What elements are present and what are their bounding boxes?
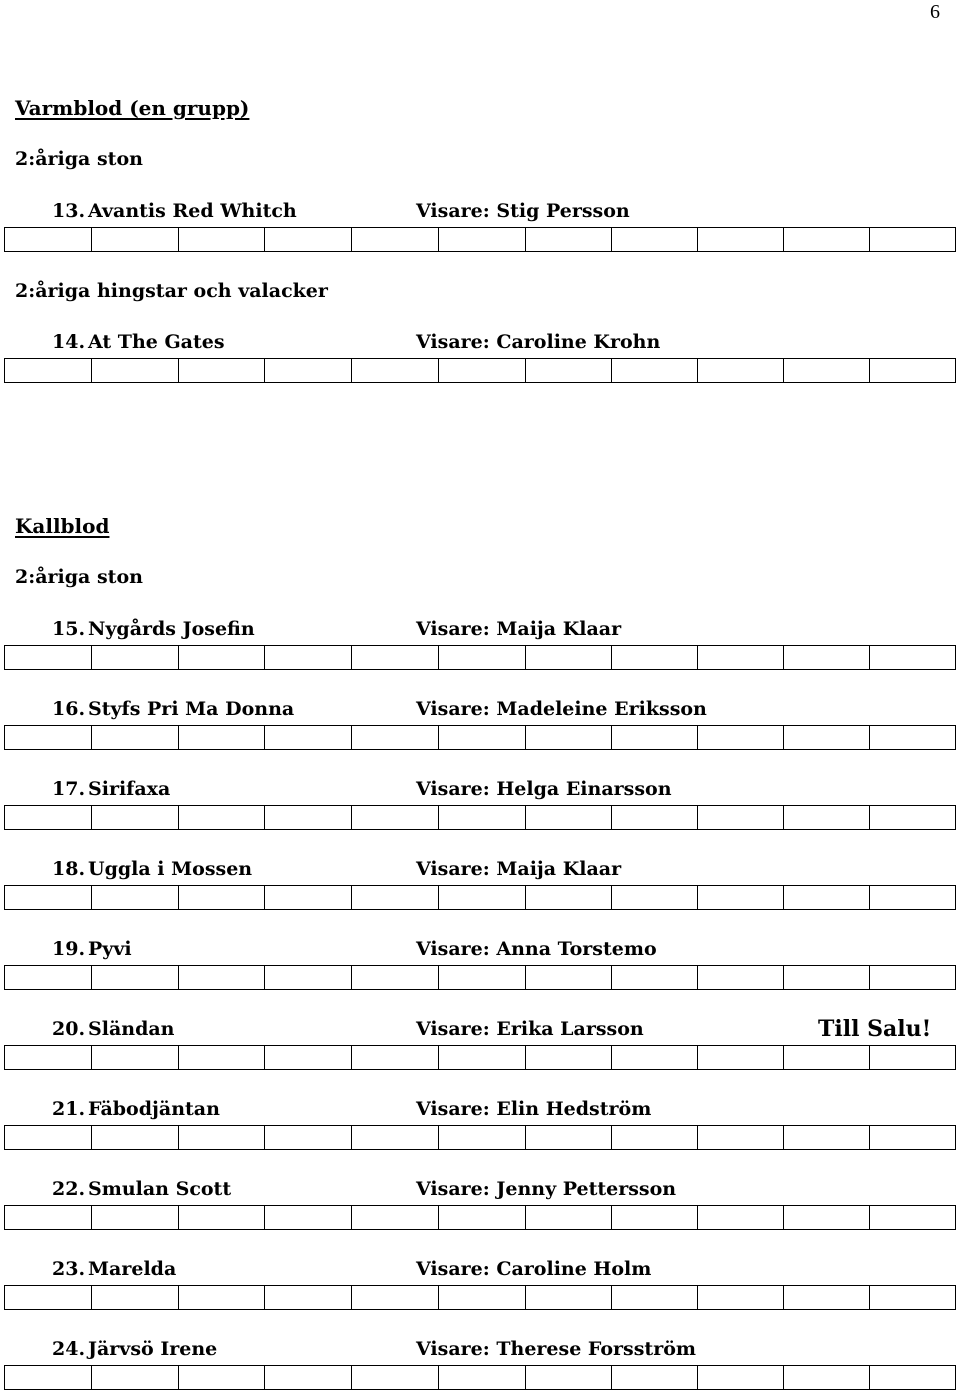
score-cell[interactable] [439, 1046, 526, 1069]
entry-number: 18. [52, 858, 86, 880]
score-cell[interactable] [5, 1206, 92, 1229]
score-cell[interactable] [439, 1286, 526, 1309]
entry-number: 13. [52, 200, 86, 222]
score-cell[interactable] [698, 359, 785, 382]
score-row [4, 885, 956, 910]
score-cell[interactable] [439, 359, 526, 382]
score-cell[interactable] [5, 646, 92, 669]
entry-number: 19. [52, 938, 86, 960]
score-cell[interactable] [352, 1126, 439, 1149]
handler: Visare: Jenny Pettersson [416, 1178, 677, 1200]
score-row [4, 645, 956, 670]
entry-7 [52, 1178, 231, 1200]
entry-number: 20. [52, 1018, 86, 1040]
score-cell[interactable] [179, 1126, 266, 1149]
horse-name: Smulan Scott [88, 1178, 232, 1200]
score-cell[interactable] [179, 1286, 266, 1309]
score-cell[interactable] [439, 886, 526, 909]
score-cell[interactable] [439, 1126, 526, 1149]
score-cell[interactable] [526, 228, 612, 251]
score-row [4, 965, 956, 990]
score-cell[interactable] [352, 359, 439, 382]
score-cell[interactable] [612, 726, 698, 749]
entry-number: 15. [52, 618, 86, 640]
score-cell[interactable] [870, 1366, 955, 1389]
score-cell[interactable] [784, 726, 870, 749]
entry-number: 21. [52, 1098, 86, 1120]
horse-name: Sländan [88, 1018, 175, 1040]
entry-5 [52, 1018, 174, 1040]
score-cell[interactable] [698, 1286, 785, 1309]
score-cell[interactable] [870, 1126, 955, 1149]
score-cell[interactable] [526, 359, 612, 382]
score-cell[interactable] [612, 228, 698, 251]
score-cell[interactable] [698, 228, 785, 251]
handler: Visare: Anna Torstemo [416, 938, 657, 960]
score-cell[interactable] [265, 228, 352, 251]
score-cell[interactable] [439, 1366, 526, 1389]
score-cell[interactable] [698, 646, 785, 669]
handler: Visare: Elin Hedström [416, 1098, 652, 1120]
horse-name: Avantis Red Whitch [88, 200, 297, 222]
entry-0 [52, 618, 255, 640]
horse-name: At The Gates [88, 331, 225, 353]
score-cell[interactable] [92, 1046, 179, 1069]
score-cell[interactable] [5, 1046, 92, 1069]
horse-name: Marelda [88, 1258, 177, 1280]
handler: Visare: Helga Einarsson [416, 778, 672, 800]
score-cell[interactable] [265, 1366, 352, 1389]
score-cell[interactable] [870, 966, 955, 989]
score-cell[interactable] [5, 1366, 92, 1389]
horse-name: Fäbodjäntan [88, 1098, 220, 1120]
score-cell[interactable] [870, 228, 955, 251]
score-cell[interactable] [870, 646, 955, 669]
entry-8 [52, 1258, 176, 1280]
score-cell[interactable] [352, 1206, 439, 1229]
score-cell[interactable] [5, 359, 92, 382]
score-cell[interactable] [612, 359, 698, 382]
section-title-kallblod: Kallblod [15, 514, 110, 538]
score-row [4, 805, 956, 830]
score-row [4, 227, 956, 252]
score-cell[interactable] [92, 886, 179, 909]
score-cell[interactable] [698, 1366, 785, 1389]
score-cell[interactable] [612, 1126, 698, 1149]
score-cell[interactable] [439, 966, 526, 989]
score-cell[interactable] [179, 646, 266, 669]
score-cell[interactable] [179, 726, 266, 749]
score-cell[interactable] [784, 359, 870, 382]
score-cell[interactable] [5, 726, 92, 749]
handler: Visare: Caroline Holm [416, 1258, 652, 1280]
score-cell[interactable] [784, 806, 870, 829]
score-cell[interactable] [5, 886, 92, 909]
score-cell[interactable] [784, 1126, 870, 1149]
score-cell[interactable] [698, 726, 785, 749]
score-cell[interactable] [870, 1286, 955, 1309]
score-cell[interactable] [352, 1286, 439, 1309]
entry-number: 14. [52, 331, 86, 353]
score-cell[interactable] [698, 966, 785, 989]
score-cell[interactable] [784, 886, 870, 909]
entry-number: 17. [52, 778, 86, 800]
entry-4 [52, 938, 132, 960]
score-cell[interactable] [526, 1206, 612, 1229]
score-row [4, 1125, 956, 1150]
score-cell[interactable] [265, 806, 352, 829]
entry-number: 23. [52, 1258, 86, 1280]
score-cell[interactable] [526, 1126, 612, 1149]
score-cell[interactable] [92, 1206, 179, 1229]
score-cell[interactable] [612, 1206, 698, 1229]
score-row [4, 1285, 956, 1310]
group-label: 2:åriga ston [15, 148, 143, 170]
score-cell[interactable] [265, 1206, 352, 1229]
score-cell[interactable] [526, 1286, 612, 1309]
group-label: 2:åriga hingstar och valacker [15, 280, 328, 302]
score-cell[interactable] [612, 886, 698, 909]
score-row [4, 358, 956, 383]
score-cell[interactable] [526, 1046, 612, 1069]
score-cell[interactable] [92, 359, 179, 382]
score-cell[interactable] [265, 1046, 352, 1069]
page-number: 6 [930, 1, 940, 23]
score-cell[interactable] [870, 806, 955, 829]
score-cell[interactable] [698, 1206, 785, 1229]
score-cell[interactable] [352, 228, 439, 251]
group-label: 2:åriga ston [15, 566, 143, 588]
score-cell[interactable] [265, 1126, 352, 1149]
horse-name: Pyvi [88, 938, 132, 960]
score-cell[interactable] [92, 1286, 179, 1309]
score-cell[interactable] [698, 886, 785, 909]
handler: Visare: Maija Klaar [416, 618, 622, 640]
entry-3 [52, 858, 252, 880]
score-cell[interactable] [352, 646, 439, 669]
score-cell[interactable] [439, 228, 526, 251]
score-cell[interactable] [265, 726, 352, 749]
score-cell[interactable] [179, 1206, 266, 1229]
score-cell[interactable] [352, 886, 439, 909]
score-cell[interactable] [784, 646, 870, 669]
score-cell[interactable] [612, 966, 698, 989]
score-cell[interactable] [5, 966, 92, 989]
score-cell[interactable] [352, 1046, 439, 1069]
score-cell[interactable] [179, 966, 266, 989]
entry-number: 22. [52, 1178, 86, 1200]
score-cell[interactable] [870, 886, 955, 909]
handler: Visare: Maija Klaar [416, 858, 622, 880]
score-cell[interactable] [265, 886, 352, 909]
score-cell[interactable] [179, 228, 266, 251]
score-cell[interactable] [179, 886, 266, 909]
score-cell[interactable] [439, 726, 526, 749]
score-cell[interactable] [698, 1126, 785, 1149]
handler: Visare: Therese Forsström [416, 1338, 696, 1360]
score-cell[interactable] [870, 359, 955, 382]
for-sale-note: Till Salu! [818, 1016, 932, 1042]
horse-name: Uggla i Mossen [88, 858, 253, 880]
score-cell[interactable] [265, 359, 352, 382]
score-cell[interactable] [265, 646, 352, 669]
score-cell[interactable] [5, 1126, 92, 1149]
score-cell[interactable] [265, 966, 352, 989]
entry-number: 16. [52, 698, 86, 720]
score-cell[interactable] [92, 228, 179, 251]
score-cell[interactable] [92, 806, 179, 829]
score-cell[interactable] [870, 1206, 955, 1229]
score-cell[interactable] [612, 646, 698, 669]
score-cell[interactable] [526, 646, 612, 669]
entry-6 [52, 1098, 220, 1120]
score-cell[interactable] [92, 1126, 179, 1149]
score-cell[interactable] [352, 726, 439, 749]
score-cell[interactable] [179, 806, 266, 829]
score-cell[interactable] [612, 1046, 698, 1069]
score-cell[interactable] [784, 228, 870, 251]
score-cell[interactable] [179, 1366, 266, 1389]
handler: Visare: Stig Persson [416, 200, 630, 222]
horse-name: Nygårds Josefin [88, 618, 255, 640]
score-cell[interactable] [179, 1046, 266, 1069]
entry-9 [52, 1338, 217, 1360]
horse-name: Styfs Pri Ma Donna [88, 698, 295, 720]
score-cell[interactable] [92, 1366, 179, 1389]
score-cell[interactable] [612, 1286, 698, 1309]
score-cell[interactable] [784, 1366, 870, 1389]
score-cell[interactable] [439, 806, 526, 829]
score-cell[interactable] [870, 726, 955, 749]
score-cell[interactable] [179, 359, 266, 382]
score-cell[interactable] [352, 806, 439, 829]
score-cell[interactable] [612, 1366, 698, 1389]
score-cell[interactable] [5, 1286, 92, 1309]
horse-name: Järvsö Irene [88, 1338, 218, 1360]
score-row [4, 1045, 956, 1070]
entry-number: 24. [52, 1338, 86, 1360]
score-cell[interactable] [439, 1206, 526, 1229]
score-row [4, 1365, 956, 1390]
score-row [4, 1205, 956, 1230]
entry-13 [52, 200, 297, 222]
handler: Visare: Caroline Krohn [416, 331, 661, 353]
score-cell[interactable] [439, 646, 526, 669]
entry-14 [52, 331, 225, 353]
score-cell[interactable] [526, 726, 612, 749]
score-cell[interactable] [92, 646, 179, 669]
score-cell[interactable] [92, 726, 179, 749]
score-cell[interactable] [698, 1046, 785, 1069]
score-cell[interactable] [784, 1046, 870, 1069]
handler: Visare: Erika Larsson [416, 1018, 644, 1040]
horse-name: Sirifaxa [88, 778, 171, 800]
score-cell[interactable] [784, 966, 870, 989]
score-cell[interactable] [352, 966, 439, 989]
score-cell[interactable] [5, 806, 92, 829]
entry-1 [52, 698, 294, 720]
score-cell[interactable] [92, 966, 179, 989]
score-cell[interactable] [265, 1286, 352, 1309]
score-cell[interactable] [784, 1286, 870, 1309]
score-cell[interactable] [5, 228, 92, 251]
score-cell[interactable] [526, 806, 612, 829]
score-cell[interactable] [612, 806, 698, 829]
score-cell[interactable] [870, 1046, 955, 1069]
handler: Visare: Madeleine Eriksson [416, 698, 707, 720]
score-row [4, 725, 956, 750]
score-cell[interactable] [784, 1206, 870, 1229]
score-cell[interactable] [526, 886, 612, 909]
score-cell[interactable] [352, 1366, 439, 1389]
score-cell[interactable] [698, 806, 785, 829]
entry-2 [52, 778, 170, 800]
score-cell[interactable] [526, 966, 612, 989]
score-cell[interactable] [526, 1366, 612, 1389]
section-title-varmblod: Varmblod (en grupp) [15, 96, 250, 120]
